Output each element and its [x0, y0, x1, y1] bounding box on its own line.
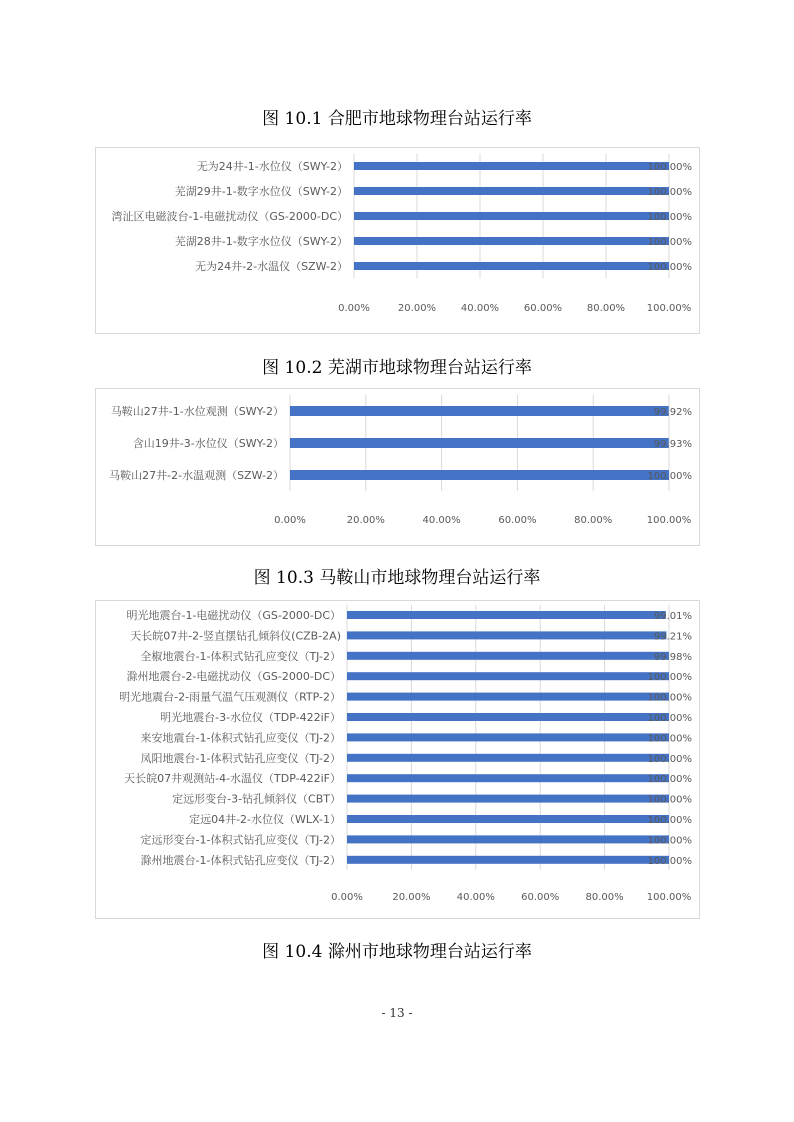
bar: [347, 611, 666, 619]
category-label: 定远形变台-1-体积式钻孔应变仪（TJ-2）: [140, 833, 341, 847]
figure-caption-10-4: 图 10.4 滁州市地球物理台站运行率: [262, 942, 532, 962]
category-label: 凤阳地震台-1-体积式钻孔应变仪（TJ-2）: [140, 751, 341, 765]
bar: [290, 406, 669, 416]
chart-chuzhou-svg: [96, 601, 699, 918]
x-tick-label: 100.00%: [646, 515, 692, 526]
category-label: 全椒地震台-1-体积式钻孔应变仪（TJ-2）: [140, 649, 341, 663]
category-label: 来安地震台-1-体积式钻孔应变仪（TJ-2）: [140, 731, 341, 745]
x-tick-label: 0.00%: [338, 303, 370, 314]
bar: [347, 774, 669, 782]
data-label: 100.00%: [647, 835, 692, 847]
data-label: 100.00%: [647, 237, 692, 248]
figure-caption-10-2: 图 10.2 芜湖市地球物理台站运行率: [262, 358, 532, 378]
bar: [354, 162, 669, 170]
x-tick-label: 20.00%: [397, 303, 437, 314]
bar: [347, 815, 669, 823]
category-label: 明光地震台-1-电磁扰动仪（GS-2000-DC）: [126, 609, 341, 622]
category-label: 湾沚区电磁波台-1-电磁扰动仪（GS-2000-DC）: [111, 210, 348, 223]
category-label: 无为24井-2-水温仪（SZW-2）: [195, 260, 348, 273]
bar: [347, 754, 669, 762]
bar: [347, 795, 669, 803]
bar: [290, 470, 669, 480]
category-label: 滁州地震台-2-电磁扰动仪（GS-2000-DC）: [126, 670, 341, 684]
x-tick-label: 80.00%: [585, 892, 624, 903]
bar: [354, 187, 669, 195]
category-label: 马鞍山27井-1-水位观测（SWY-2）: [110, 405, 284, 418]
data-label: 99.01%: [653, 611, 692, 622]
data-label: 100.00%: [647, 815, 692, 826]
chart-chuzhou: [95, 600, 700, 919]
x-tick-label: 40.00%: [456, 892, 495, 903]
data-label: 100.00%: [647, 212, 692, 223]
category-label: 含山19井-3-水位仪（SWY-2）: [132, 437, 284, 450]
bar: [347, 693, 669, 701]
x-tick-label: 60.00%: [523, 303, 563, 314]
bar: [347, 631, 666, 639]
chart-maanshan-svg: [96, 389, 699, 545]
category-label: 芜湖29井-1-数字水位仪（SWY-2）: [174, 185, 348, 198]
data-label: 100.00%: [647, 855, 692, 867]
bar: [347, 713, 669, 721]
category-label: 马鞍山27井-2-水温观测（SZW-2）: [109, 469, 284, 482]
category-label: 明光地震台-2-雨量气温气压观测仪（RTP-2）: [119, 690, 341, 704]
bar: [347, 672, 669, 680]
data-label: 100.00%: [647, 672, 692, 684]
figure-caption-10-3: 图 10.3 马鞍山市地球物理台站运行率: [253, 568, 541, 588]
x-tick-label: 0.00%: [274, 515, 306, 526]
data-label: 100.00%: [647, 162, 692, 173]
category-label: 滁州地震台-1-体积式钻孔应变仪（TJ-2）: [140, 853, 341, 867]
bar: [347, 733, 669, 741]
x-tick-label: 100.00%: [646, 303, 692, 314]
data-label: 99.21%: [653, 631, 692, 643]
data-label: 100.00%: [647, 733, 692, 745]
x-tick-label: 40.00%: [422, 515, 461, 526]
chart-wuhu-svg: [96, 148, 699, 333]
bar: [354, 212, 669, 220]
x-tick-label: 60.00%: [521, 892, 560, 903]
chart-maanshan: [95, 388, 700, 546]
bar: [290, 438, 669, 448]
x-tick-label: 20.00%: [346, 515, 385, 526]
x-tick-label: 0.00%: [331, 892, 363, 903]
page-number: - 13 -: [381, 1006, 413, 1020]
x-tick-label: 20.00%: [392, 892, 431, 903]
data-label: 99.98%: [653, 651, 692, 663]
x-tick-label: 100.00%: [646, 892, 692, 903]
x-tick-label: 60.00%: [498, 515, 537, 526]
data-label: 100.00%: [647, 187, 692, 198]
bar: [347, 856, 669, 864]
chart-wuhu: [95, 147, 700, 334]
data-label: 100.00%: [647, 471, 692, 482]
category-label: 明光地震台-3-水位仪（TDP-422iF）: [160, 711, 341, 724]
category-label: 天长皖07井-2-竖直摆钻孔倾斜仪(CZB-2A): [130, 629, 341, 643]
data-label: 100.00%: [647, 794, 692, 806]
category-label: 定远形变台-3-钻孔倾斜仪（CBT）: [172, 792, 341, 806]
x-tick-label: 80.00%: [586, 303, 626, 314]
bar: [347, 652, 669, 660]
category-label: 天长皖07井观测站-4-水温仪（TDP-422iF）: [124, 772, 341, 786]
data-label: 99.92%: [653, 407, 692, 418]
figure-caption-10-1: 图 10.1 合肥市地球物理台站运行率: [262, 109, 532, 129]
data-label: 100.00%: [647, 774, 692, 786]
bar: [347, 835, 669, 843]
data-label: 100.00%: [647, 753, 692, 765]
data-label: 99.93%: [653, 439, 692, 450]
category-label: 芜湖28井-1-数字水位仪（SWY-2）: [174, 235, 348, 248]
data-label: 100.00%: [647, 262, 692, 273]
data-label: 100.00%: [647, 692, 692, 704]
x-tick-label: 80.00%: [574, 515, 613, 526]
x-tick-label: 40.00%: [460, 303, 500, 314]
category-label: 定远04井-2-水位仪（WLX-1）: [189, 813, 341, 826]
bar: [354, 262, 669, 270]
category-label: 无为24井-1-水位仪（SWY-2）: [196, 160, 348, 173]
bar: [354, 237, 669, 245]
data-label: 100.00%: [647, 713, 692, 724]
